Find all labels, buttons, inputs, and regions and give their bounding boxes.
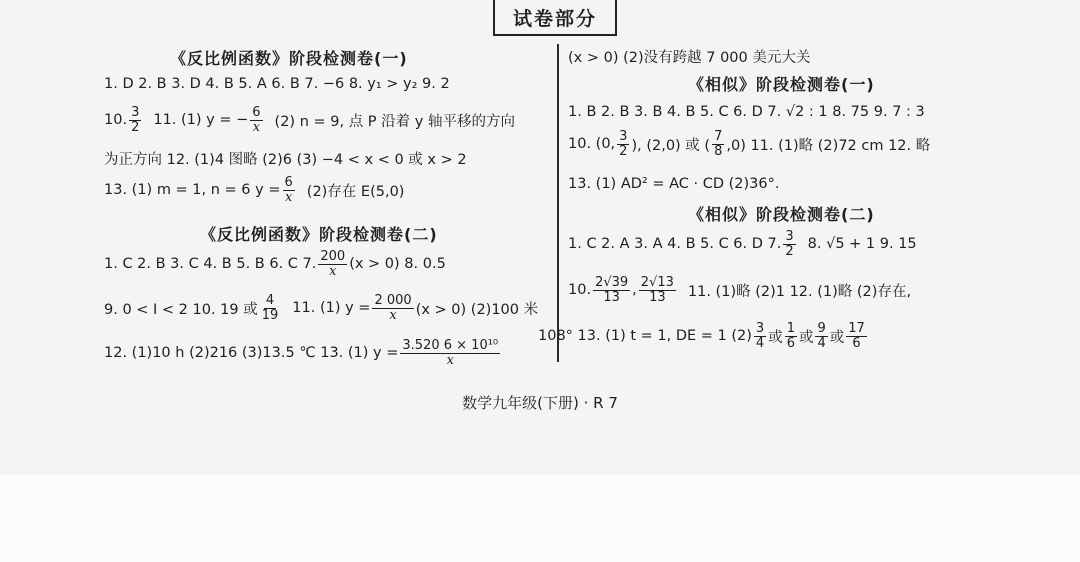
denominator: 19 [261,307,279,323]
answer-text: 108° 13. (1) t = 1, DE = 1 (2) [538,328,752,345]
answer-text: (2)存在 E(5,0) [306,183,405,200]
denominator: 13 [603,289,620,305]
answer-text: 8. √5 + 1 9. 15 [807,236,917,253]
answer-text: 1. C 2. B 3. C 4. B 5. B 6. C 7. [104,256,317,273]
numerator: 3 [131,105,140,120]
fraction [639,276,676,304]
answer-text: 10. (0, [568,136,616,153]
numerator: 9 [817,321,826,336]
answer-text: (x > 0) (2)100 米 [415,301,539,318]
answer-text: 10. [568,282,592,299]
numerator: 6 [284,175,293,190]
fraction [372,294,413,322]
answer-text: (2) n = 9, 点 P 沿着 y 轴平移的方向 [274,113,515,130]
numerator: 1 [786,321,795,336]
answer-line [538,322,869,350]
denominator: x [446,352,454,368]
answer-text: 11. (1) y = [292,300,371,317]
denominator: 2 [785,243,794,259]
numerator: 4 [265,293,275,308]
section-title-inverse-1: 《反比例函数》阶段检测卷(一) [170,49,408,68]
section-header-label: 试卷部分 [512,7,597,30]
answer-text: 11. (1) y = − [153,112,249,129]
numerator: 3.520 6 × 10¹⁰ [402,338,499,353]
denominator: 2 [619,143,628,159]
answer-text: 12. (1)10 h (2)216 (3)13.5 ℃ 13. (1) y = [104,345,399,362]
section-title-inverse-2: 《反比例函数》阶段检测卷(二) [200,225,438,244]
denominator: 6 [786,335,795,351]
fraction [783,230,795,258]
denominator: x [252,119,261,135]
numerator: 200 [320,249,346,264]
numerator: 2 000 [374,293,412,308]
answer-line: 为正方向 12. (1)4 图略 (2)6 (3) −4 < x < 0 或 x > 2 [104,152,467,168]
column-divider [557,44,559,362]
numerator: 3 [785,229,794,244]
answer-text: ,0) 11. (1)略 (2)72 cm 12. 略 [726,137,931,154]
answer-line [104,294,538,322]
fraction [593,276,630,304]
answer-text: 9. 0 < I < 2 10. 19 或 [104,301,258,318]
denominator: 8 [714,143,723,159]
fraction [846,322,867,350]
answer-line: 13. (1) AD² = AC · CD (2)36°. [568,176,780,192]
answer-line [568,230,917,258]
answer-line [104,176,404,204]
fraction [617,130,629,158]
fraction [815,322,827,350]
numerator: 6 [252,105,261,120]
fraction [318,250,347,278]
answer-line [104,250,446,278]
numerator: 17 [848,321,865,336]
denominator: x [389,307,397,323]
numerator: 3 [755,321,765,336]
denominator: x [329,263,337,279]
answer-text: 13. (1) m = 1, n = 6 y = [104,182,281,199]
fraction [260,294,281,322]
fraction [250,106,262,134]
numerator: 3 [619,129,628,144]
answer-line: 1. B 2. B 3. B 4. B 5. C 6. D 7. √2 : 1 8. 75 9. 7 : 3 [568,104,925,120]
fraction [712,130,724,158]
answer-line [568,276,911,304]
fraction [400,339,500,367]
fraction [754,322,766,350]
answer-text: ), (2,0) 或 ( [631,137,711,154]
section-title-similar-2: 《相似》阶段检测卷(二) [688,205,875,224]
numerator: 7 [714,129,723,144]
numerator: 2√13 [640,275,674,290]
answer-text: 1. C 2. A 3. A 4. B 5. C 6. D 7. [568,236,782,253]
denominator: 6 [852,335,861,351]
denominator: 13 [649,289,666,305]
answer-text: 或 [829,329,845,346]
answer-text: 10. [104,112,128,129]
answer-line [104,106,515,134]
denominator: x [284,189,293,205]
denominator: 4 [755,335,765,351]
answer-text: (x > 0) 8. 0.5 [349,256,446,273]
fraction [129,106,141,134]
section-header [493,0,617,36]
answer-text: 11. (1)略 (2)1 12. (1)略 (2)存在, [687,283,912,300]
answer-text: , [632,282,637,299]
section-title-similar-1: 《相似》阶段检测卷(一) [688,75,875,94]
fraction [785,322,797,350]
page-footer: 数学九年级(下册) · R 7 [462,394,618,412]
denominator: 4 [817,335,826,351]
answer-text: 或 [768,329,783,346]
denominator: 2 [131,119,140,135]
numerator: 2√39 [595,275,629,290]
answer-text: 或 [798,329,814,346]
answer-line: 1. D 2. B 3. D 4. B 5. A 6. B 7. −6 8. y₁ > y₂ 9. 2 [104,76,450,92]
fraction [283,176,295,204]
answer-line [104,339,502,367]
answer-line: (x > 0) (2)没有跨越 7 000 美元大关 [568,50,811,66]
answer-line [568,130,930,158]
